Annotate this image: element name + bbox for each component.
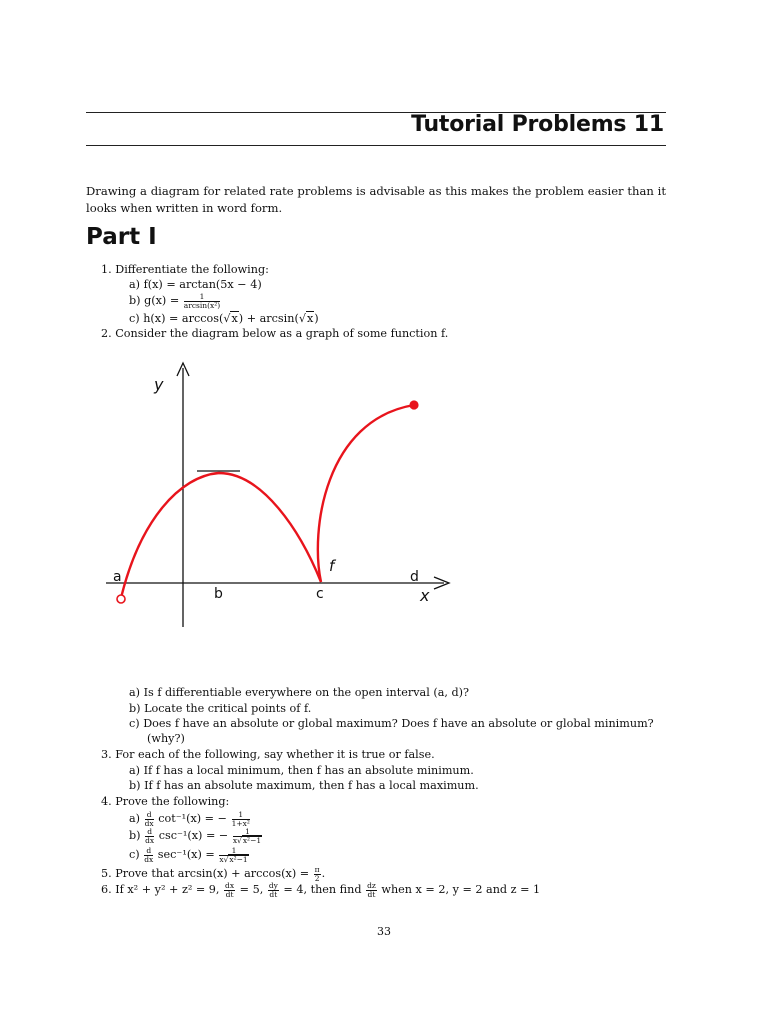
- q2-number: 2.: [101, 327, 112, 340]
- point-a-label: a: [113, 569, 122, 585]
- q1b-line: [129, 293, 221, 309]
- q1c-radical-sign-2: √: [298, 312, 306, 325]
- q4a-derivative-operator: [145, 811, 154, 827]
- q5-text: Prove that arcsin(x) + arccos(x) =: [115, 867, 310, 880]
- curve-hump: [121, 473, 321, 598]
- q4a-dx: dx: [144, 818, 154, 828]
- q4b-d: d: [145, 828, 154, 837]
- q3b-text: If f has an absolute maximum, then f has a local maximum.: [144, 779, 479, 792]
- q6-eq1: = 5,: [239, 883, 264, 896]
- q1c-radicand-1: x: [231, 312, 238, 325]
- q6-line: [101, 882, 540, 898]
- q1b-label: b): [129, 294, 141, 307]
- q2a-label: a): [129, 686, 141, 699]
- q2c-line: [129, 717, 654, 731]
- point-c-label: c: [316, 586, 324, 602]
- q6-dydt-num: dy: [268, 881, 278, 890]
- q4c-numerator: 1: [219, 847, 248, 856]
- q6-dxdt-den: dt: [225, 889, 234, 899]
- point-b-label: b: [214, 586, 223, 602]
- q4-line: [101, 795, 229, 809]
- q1b-denominator: arcsin(x²): [183, 300, 221, 310]
- q6-post: when x = 2, y = 2 and z = 1: [381, 883, 541, 896]
- q3a-line: [129, 764, 474, 778]
- q2a-text: Is f differentiable everywhere on the open interval (a, d)?: [143, 686, 470, 699]
- q3a-label: a): [129, 764, 141, 777]
- closed-endpoint-d: [409, 400, 418, 409]
- q3b-label: b): [129, 779, 141, 792]
- q4c-d: d: [144, 847, 153, 856]
- q4-text: Prove the following:: [115, 795, 230, 808]
- q4a-numerator: 1: [232, 811, 250, 820]
- q4b-numerator: 1: [233, 828, 262, 837]
- q2b-label: b): [129, 702, 141, 715]
- x-axis-arrowhead: [434, 577, 449, 589]
- q4a-d: d: [145, 811, 154, 820]
- curve-rising: [318, 405, 414, 582]
- q6-dydt: [268, 882, 279, 898]
- q4b-den-radicand: x²−1: [242, 835, 262, 845]
- open-endpoint-a: [117, 595, 125, 603]
- q4c-derivative-operator: [144, 847, 153, 863]
- q6-number: 6.: [101, 883, 112, 896]
- q4c-line: [129, 847, 250, 863]
- point-d-label: d: [410, 569, 419, 585]
- q5-denominator: 2: [314, 873, 320, 883]
- q6-dxdt-num: dx: [225, 881, 235, 890]
- q2c-continuation: (why?): [147, 732, 185, 745]
- q4c-denominator: x√x²−1: [219, 854, 248, 864]
- q5-fraction: [314, 866, 321, 882]
- q3-text: For each of the following, say whether it is true or false.: [115, 748, 435, 761]
- q6-pre: If x² + y² + z² = 9,: [115, 883, 220, 896]
- y-axis-arrowhead: [177, 363, 189, 376]
- q1-number: 1.: [101, 263, 112, 276]
- q1b-numerator: 1: [184, 293, 220, 302]
- q3-number: 3.: [101, 748, 112, 761]
- q2c-text: Does f have an absolute or global maximum? Does f have an absolute or global minimum?: [143, 717, 654, 730]
- q2b-text: Locate the critical points of f.: [144, 702, 312, 715]
- f-curve-label: f: [329, 557, 335, 575]
- q2-line: [101, 327, 448, 341]
- q4a-line: [129, 811, 251, 827]
- q2a-line: [129, 686, 469, 700]
- y-axis-label: y: [154, 375, 164, 394]
- q2b-line: [129, 702, 311, 716]
- q2-text: Consider the diagram below as a graph of some function f.: [115, 327, 449, 340]
- q5-end: .: [321, 867, 326, 880]
- q1b-fraction: [184, 293, 220, 309]
- q4c-function: sec⁻¹(x) =: [157, 848, 215, 861]
- intro-paragraph: Drawing a diagram for related rate problems is advisable as this makes the problem easier than it looks when written in word form.: [86, 184, 666, 215]
- q3b-line: [129, 779, 479, 793]
- q1-text: Differentiate the following:: [115, 263, 269, 276]
- q1c-radical-sign-1: √: [223, 312, 231, 325]
- q2c-label: c): [129, 717, 140, 730]
- q4a-label: a): [129, 812, 141, 825]
- q4b-function: csc⁻¹(x) = −: [158, 829, 229, 842]
- q4a-function: cot⁻¹(x) = −: [158, 812, 227, 825]
- q3a-text: If f has a local minimum, then f has an absolute minimum.: [143, 764, 474, 777]
- header-rule-bottom: [86, 145, 666, 146]
- q1-line: [101, 263, 269, 277]
- q4b-fraction: [233, 828, 262, 844]
- page-title: Tutorial Problems 11: [411, 112, 664, 137]
- q5-number: 5.: [101, 867, 112, 880]
- q4a-fraction: [232, 811, 250, 827]
- part-heading: Part I: [86, 224, 157, 250]
- q6-dzdt-den: dt: [367, 889, 376, 899]
- x-axis-label: x: [420, 586, 430, 605]
- q1a-line: [129, 278, 262, 292]
- q1c-expr-pre: h(x) = arccos(: [143, 312, 224, 325]
- q6-dxdt: [224, 882, 235, 898]
- q4b-den-x: x: [232, 835, 238, 845]
- q4c-fraction: [219, 847, 248, 863]
- q6-dzdt: [366, 882, 377, 898]
- q1b-lhs: g(x) =: [144, 294, 180, 307]
- q3-line: [101, 748, 435, 762]
- q4c-den-x: x: [219, 854, 224, 864]
- q4-number: 4.: [101, 795, 112, 808]
- page-number: 33: [377, 925, 391, 938]
- q6-eq2: = 4, then find: [283, 883, 362, 896]
- q6-dydt-den: dt: [269, 889, 278, 899]
- q4c-label: c): [129, 848, 140, 861]
- q1c-expr-mid: ) + arcsin(: [238, 312, 299, 325]
- q6-dzdt-num: dz: [367, 881, 376, 890]
- q4a-denominator: 1+x²: [231, 818, 250, 828]
- q1c-label: c): [129, 312, 140, 325]
- q4b-dx: dx: [145, 835, 155, 845]
- q1a-expr: f(x) = arctan(5x − 4): [143, 278, 262, 291]
- q1c-line: [129, 312, 319, 326]
- q1c-expr-post: ): [314, 312, 319, 325]
- q5-line: [101, 866, 325, 882]
- q1a-label: a): [129, 278, 141, 291]
- q1c-radicand-2: x: [306, 312, 314, 325]
- q4b-line: [129, 828, 263, 844]
- q4b-denominator: x√x²−1: [232, 835, 262, 845]
- q4c-den-radicand: x²−1: [229, 854, 248, 864]
- q4b-label: b): [129, 829, 141, 842]
- q4c-dx: dx: [144, 854, 154, 864]
- q5-numerator: π: [314, 865, 320, 874]
- q4b-derivative-operator: [145, 828, 154, 844]
